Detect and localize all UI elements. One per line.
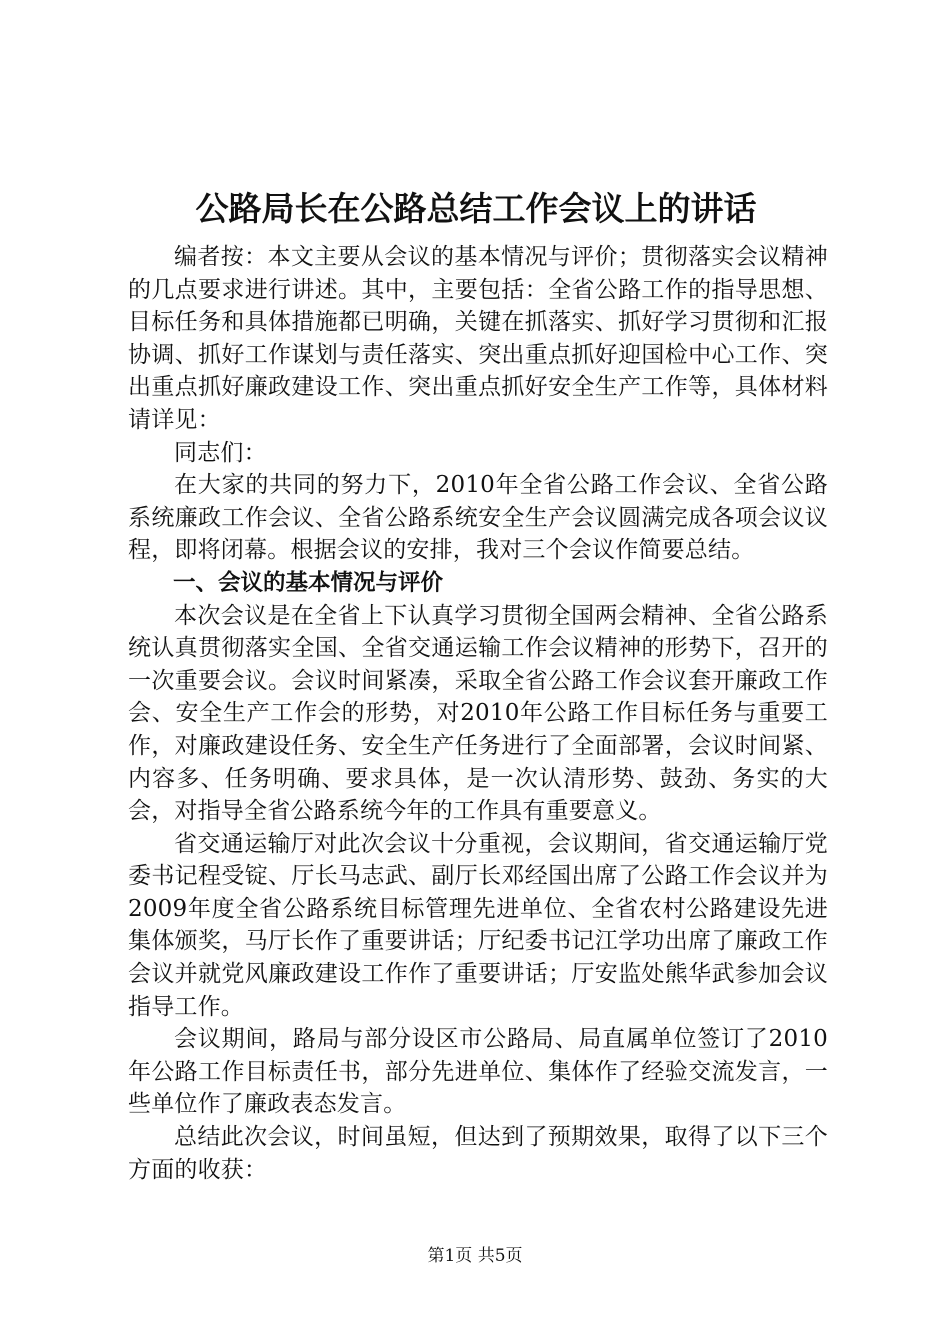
section1-paragraph-1: 本次会议是在全省上下认真学习贯彻全国两会精神、全省公路系统认真贯彻落实全国、全省交通运输工作会议精神的形势下，召开的一次重要会议。会议时间紧凑，采取全省公路工作会议套开廉政工作会、安全生产工作会的形势，对2010年公路工作目标任务与重要工作，对廉政建设任务、安全生产任务进行了全面部署，会议时间紧、内容多、任务明确、要求具体，是一次认清形势、鼓劲、务实的大会，对指导全省公路系统今年的工作具有重要意义。 bbox=[128, 602, 828, 825]
section1-paragraph-3: 会议期间，路局与部分设区市公路局、局直属单位签订了2010年公路工作目标责任书，部分先进单位、集体作了经验交流发言，一些单位作了廉政表态发言。 bbox=[128, 1026, 828, 1118]
section1-paragraph-2: 省交通运输厅对此次会议十分重视，会议期间，省交通运输厅党委书记程受锭、厅长马志武、副厅长邓经国出席了公路工作会议并为2009年度全省公路系统目标管理先进单位、全省农村公路建设先进集体颁奖，马厅长作了重要讲话；厅纪委书记江学功出席了廉政工作会议并就党风廉政建设工作作了重要讲话；厅安监处熊华武参加会议指导工作。 bbox=[128, 830, 828, 1020]
section1-paragraph-4: 总结此次会议，时间虽短，但达到了预期效果，取得了以下三个方面的收获： bbox=[128, 1124, 828, 1183]
document-title: 公路局长在公路总结工作会议上的讲话 bbox=[195, 189, 757, 228]
page-number-footer: 第1页 共5页 bbox=[427, 1246, 523, 1266]
section-heading-1: 一、会议的基本情况与评价 bbox=[173, 569, 444, 596]
editor-note-paragraph: 编者按：本文主要从会议的基本情况与评价；贯彻落实会议精神的几点要求进行讲述。其中，主要包括：全省公路工作的指导思想、目标任务和具体措施都已明确，关键在抓落实、抓好学习贯彻和汇报协调、抓好工作谋划与责任落实、突出重点抓好迎国检中心工作、突出重点抓好廉政建设工作、突出重点抓好安全生产工作等，具体材料请详见： bbox=[128, 244, 828, 433]
document-body bbox=[128, 183, 828, 1186]
intro-paragraph: 在大家的共同的努力下，2010年全省公路工作会议、全省公路系统廉政工作会议、全省公路系统安全生产会议圆满完成各项会议议程，即将闭幕。根据会议的安排，我对三个会议作简要总结。 bbox=[128, 472, 828, 564]
greeting-paragraph: 同志们： bbox=[174, 439, 267, 466]
